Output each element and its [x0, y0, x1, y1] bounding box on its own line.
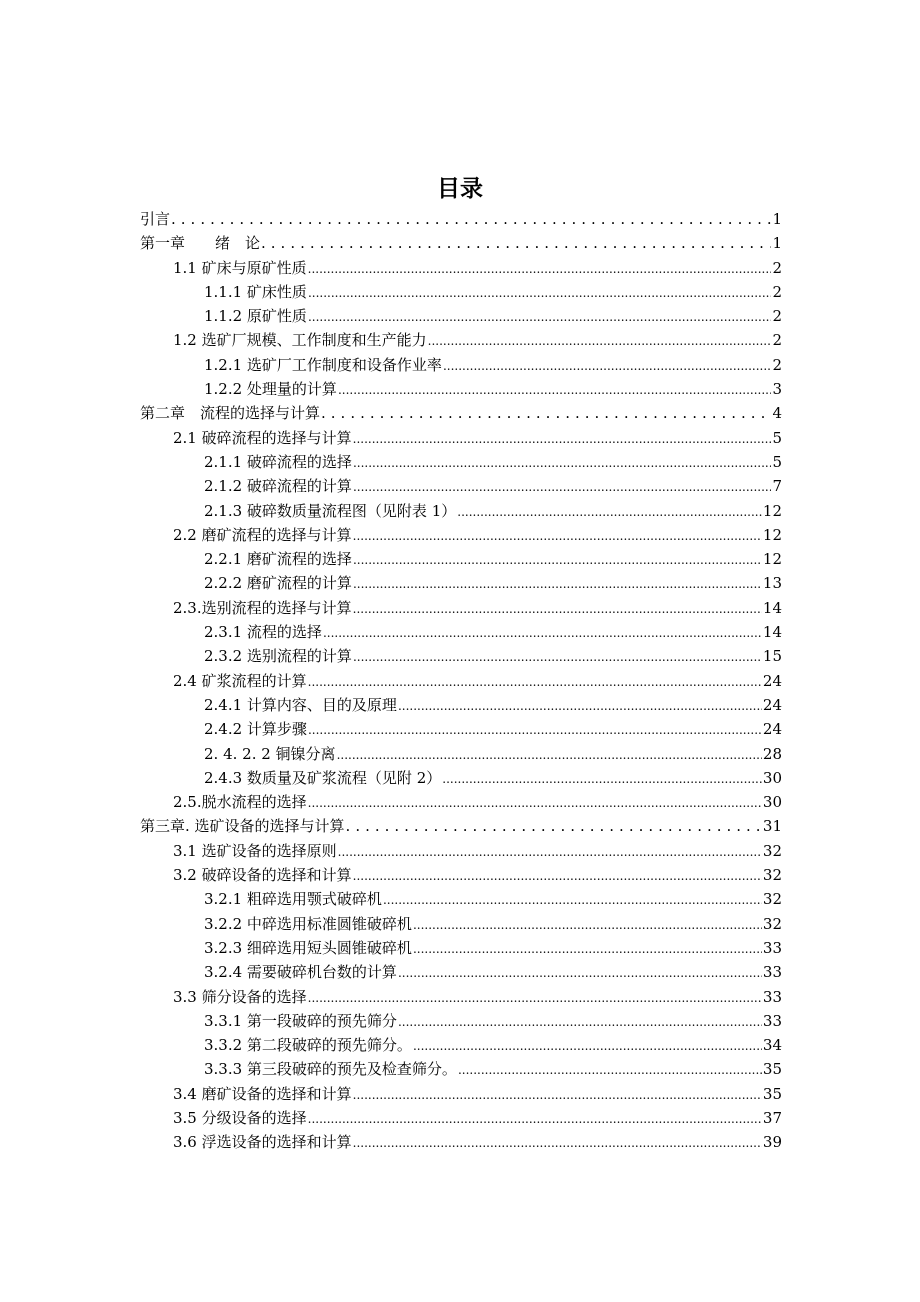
toc-entry-label: 2.1.1 破碎流程的选择 [204, 452, 352, 471]
toc-entry-page: 4 [772, 404, 782, 423]
dot-leader [308, 723, 762, 737]
table-of-contents [140, 208, 782, 1156]
toc-entry-page: 39 [762, 1133, 782, 1152]
toc-entry-label: 第三章. 选矿设备的选择与计算 [140, 817, 345, 836]
dot-leader [308, 796, 762, 810]
dot-leader [321, 404, 771, 422]
toc-entry-page: 1 [772, 210, 782, 228]
toc-entry[interactable] [140, 281, 782, 305]
toc-entry[interactable] [140, 257, 782, 281]
toc-entry[interactable] [140, 572, 782, 596]
dot-leader [353, 602, 762, 616]
toc-entry[interactable] [140, 597, 782, 621]
dot-leader [443, 359, 772, 373]
toc-entry-page: 5 [772, 428, 782, 447]
dot-leader [261, 234, 771, 252]
toc-entry-label: 3.2.3 细碎选用短头圆锥破碎机 [204, 938, 412, 957]
toc-entry-label: 第一章 绪 论 [140, 234, 261, 253]
toc-entry-page: 2 [772, 355, 782, 374]
dot-leader [338, 383, 772, 397]
toc-entry-page: 31 [762, 817, 782, 836]
toc-entry-label: 3.3.1 第一段破碎的预先筛分 [204, 1011, 397, 1030]
toc-entry[interactable] [140, 1083, 782, 1107]
toc-entry[interactable] [140, 524, 782, 548]
toc-entry[interactable] [140, 937, 782, 961]
toc-entry-page: 2 [772, 307, 782, 326]
toc-entry-page: 7 [772, 477, 782, 496]
toc-entry-page: 14 [762, 623, 782, 642]
dot-leader [323, 626, 762, 640]
dot-leader [353, 650, 762, 664]
toc-entry-label: 3.2.4 需要破碎机台数的计算 [204, 963, 397, 982]
toc-entry[interactable] [140, 500, 782, 524]
toc-entry[interactable] [140, 378, 782, 402]
toc-title: 目录 [437, 176, 483, 202]
toc-entry[interactable] [140, 1010, 782, 1034]
toc-entry-page: 24 [762, 671, 782, 690]
toc-entry-page: 13 [762, 574, 782, 593]
toc-entry-page: 12 [762, 501, 782, 520]
toc-entry-page: 2 [772, 258, 782, 277]
dot-leader [308, 675, 762, 689]
toc-entry-label: 3.3.3 第三段破碎的预先及检查筛分。 [204, 1060, 457, 1079]
dot-leader [171, 210, 771, 228]
toc-entry-label: 2.2 磨矿流程的选择与计算 [173, 525, 352, 544]
toc-entry[interactable] [140, 743, 782, 767]
toc-entry-label: 3.6 浮选设备的选择和计算 [173, 1133, 352, 1152]
toc-entry[interactable] [140, 694, 782, 718]
toc-entry-page: 12 [762, 525, 782, 544]
toc-entry-page: 32 [762, 841, 782, 860]
toc-entry-page: 30 [762, 793, 782, 812]
dot-leader [308, 310, 772, 324]
dot-leader [458, 1063, 762, 1077]
toc-entry-page: 14 [762, 598, 782, 617]
dot-leader [398, 966, 762, 980]
dot-leader [308, 991, 762, 1005]
toc-entry[interactable] [140, 913, 782, 937]
dot-leader [457, 505, 762, 519]
toc-entry[interactable] [140, 354, 782, 378]
toc-entry-label: 3.2.1 粗碎选用颚式破碎机 [204, 890, 382, 909]
toc-entry[interactable] [140, 1131, 782, 1155]
toc-entry-label: 第二章 流程的选择与计算 [140, 404, 321, 423]
toc-entry-page: 24 [762, 695, 782, 714]
toc-entry-label: 2.4.1 计算内容、目的及原理 [204, 695, 397, 714]
toc-entry-label: 2.4 矿浆流程的计算 [173, 671, 307, 690]
toc-entry-label: 1.2.2 处理量的计算 [204, 380, 337, 399]
toc-entry-page: 15 [762, 647, 782, 666]
dot-leader [353, 432, 772, 446]
toc-entry-page: 33 [762, 1011, 782, 1030]
toc-entry[interactable] [140, 986, 782, 1010]
toc-entry-label: 1.2.1 选矿厂工作制度和设备作业率 [204, 355, 442, 374]
toc-entry-label: 2.3.2 选别流程的计算 [204, 647, 352, 666]
dot-leader [308, 1112, 762, 1126]
toc-entry-label: 2.5.脱水流程的选择 [173, 793, 307, 812]
toc-entry-label: 1.1 矿床与原矿性质 [173, 258, 307, 277]
dot-leader [442, 772, 762, 786]
toc-entry-label: 2.3.1 流程的选择 [204, 623, 322, 642]
dot-leader [308, 286, 772, 300]
toc-entry-page: 3 [772, 380, 782, 399]
toc-entry-label: 2.2.2 磨矿流程的计算 [204, 574, 352, 593]
toc-entry[interactable] [140, 670, 782, 694]
dot-leader [308, 262, 772, 276]
toc-entry-page: 5 [772, 452, 782, 471]
toc-entry-page: 30 [762, 768, 782, 787]
toc-entry-label: 3.3 筛分设备的选择 [173, 987, 307, 1006]
toc-entry[interactable] [140, 718, 782, 742]
dot-leader [353, 1088, 762, 1102]
dot-leader [338, 845, 762, 859]
toc-entry-label: 3.2 破碎设备的选择和计算 [173, 866, 352, 885]
dot-leader [353, 553, 762, 567]
toc-entry-label: 2. 4. 2. 2 铜镍分离 [204, 744, 336, 763]
toc-entry[interactable] [140, 621, 782, 645]
toc-entry-page: 2 [772, 282, 782, 301]
toc-entry-page: 1 [772, 234, 782, 253]
dot-leader [413, 1039, 762, 1053]
toc-entry-page: 37 [762, 1108, 782, 1127]
toc-entry-label: 3.4 磨矿设备的选择和计算 [173, 1084, 352, 1103]
toc-entry-page: 33 [762, 987, 782, 1006]
toc-entry-page: 33 [762, 938, 782, 957]
toc-entry-label: 3.3.2 第二段破碎的预先筛分。 [204, 1036, 412, 1055]
toc-entry-label: 2.4.3 数质量及矿浆流程（见附 2） [204, 768, 442, 787]
dot-leader [398, 699, 762, 713]
toc-entry[interactable] [140, 1058, 782, 1082]
dot-leader [353, 1136, 762, 1150]
toc-entry[interactable] [140, 427, 782, 451]
toc-entry[interactable] [140, 548, 782, 572]
dot-leader [353, 869, 762, 883]
toc-entry[interactable] [140, 208, 782, 232]
toc-entry-label: 2.3.选别流程的选择与计算 [173, 598, 352, 617]
toc-entry-page: 33 [762, 963, 782, 982]
toc-entry-label: 3.2.2 中碎选用标准圆锥破碎机 [204, 914, 412, 933]
toc-entry[interactable] [140, 888, 782, 912]
toc-entry-page: 34 [762, 1036, 782, 1055]
toc-entry[interactable] [140, 475, 782, 499]
toc-entry[interactable] [140, 329, 782, 353]
toc-entry-page: 32 [762, 866, 782, 885]
dot-leader [398, 1015, 762, 1029]
toc-entry[interactable] [140, 232, 782, 256]
dot-leader [353, 456, 772, 470]
toc-entry-label: 1.2 选矿厂规模、工作制度和生产能力 [173, 331, 427, 350]
toc-entry-label: 3.1 选矿设备的选择原则 [173, 841, 337, 860]
toc-entry-page: 32 [762, 914, 782, 933]
toc-entry[interactable] [140, 864, 782, 888]
dot-leader [337, 748, 762, 762]
toc-entry-label: 2.1 破碎流程的选择与计算 [173, 428, 352, 447]
toc-entry-label: 2.1.3 破碎数质量流程图（见附表 1） [204, 501, 457, 520]
toc-entry[interactable] [140, 840, 782, 864]
toc-entry[interactable] [140, 305, 782, 329]
toc-entry-label: 2.1.2 破碎流程的计算 [204, 477, 352, 496]
toc-entry[interactable] [140, 1034, 782, 1058]
toc-entry-label: 1.1.2 原矿性质 [204, 307, 307, 326]
dot-leader [413, 918, 762, 932]
toc-entry[interactable] [140, 767, 782, 791]
toc-entry-label: 1.1.1 矿床性质 [204, 282, 307, 301]
toc-entry[interactable] [140, 451, 782, 475]
toc-entry-label: 3.5 分级设备的选择 [173, 1108, 307, 1127]
dot-leader [353, 480, 772, 494]
dot-leader [428, 334, 772, 348]
toc-entry-label: 2.4.2 计算步骤 [204, 720, 307, 739]
dot-leader [353, 577, 762, 591]
toc-entry[interactable] [140, 402, 782, 426]
toc-entry-label: 2.2.1 磨矿流程的选择 [204, 550, 352, 569]
dot-leader [413, 942, 762, 956]
toc-entry-page: 24 [762, 720, 782, 739]
toc-entry[interactable] [140, 791, 782, 815]
toc-entry-page: 2 [772, 331, 782, 350]
dot-leader [353, 529, 762, 543]
dot-leader [383, 893, 762, 907]
toc-entry[interactable] [140, 815, 782, 839]
toc-entry-page: 35 [762, 1084, 782, 1103]
toc-entry-page: 32 [762, 890, 782, 909]
toc-entry-page: 12 [762, 550, 782, 569]
dot-leader [346, 817, 762, 835]
toc-entry-page: 35 [762, 1060, 782, 1079]
toc-entry[interactable] [140, 961, 782, 985]
toc-entry[interactable] [140, 1107, 782, 1131]
toc-entry-label: 引言 [140, 210, 171, 228]
toc-entry-page: 28 [762, 744, 782, 763]
toc-entry[interactable] [140, 645, 782, 669]
